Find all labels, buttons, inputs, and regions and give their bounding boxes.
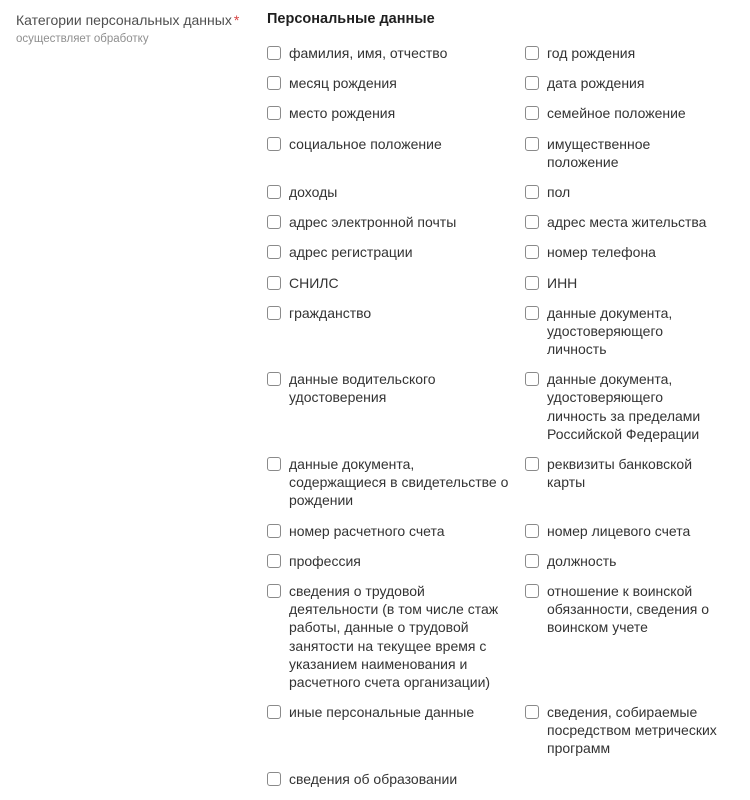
- checkbox-label: социальное положение: [289, 135, 442, 152]
- checkbox-cell-left: [267, 455, 525, 510]
- checkbox[interactable]: [267, 185, 281, 199]
- checkbox-item[interactable]: [267, 213, 511, 231]
- checkbox[interactable]: [525, 457, 539, 471]
- checkbox-cell-left: [267, 243, 525, 261]
- checkbox-label: номер расчетного счета: [289, 522, 445, 539]
- checkbox-cell-left: [267, 274, 525, 292]
- checkbox-item[interactable]: [525, 304, 719, 359]
- checkbox-cell-right: [525, 74, 719, 92]
- checkbox-label: ИНН: [547, 274, 578, 291]
- checkbox-item[interactable]: [525, 582, 719, 637]
- checkbox[interactable]: [525, 705, 539, 719]
- field-label: [16, 11, 261, 29]
- checkbox-label: номер лицевого счета: [547, 522, 691, 539]
- checkbox-item[interactable]: [267, 370, 511, 406]
- checkbox[interactable]: [525, 524, 539, 538]
- checkbox-item[interactable]: [525, 370, 719, 443]
- checkbox-label: месяц рождения: [289, 75, 397, 92]
- checkbox-label: имущественное положение: [547, 135, 651, 170]
- checkbox[interactable]: [267, 584, 281, 598]
- checkbox-label: данные документа, удостоверяющего личность за пределами Российской Федерации: [547, 371, 701, 442]
- checkbox-cell-left: [267, 582, 525, 691]
- checkbox[interactable]: [525, 245, 539, 259]
- checkbox[interactable]: [267, 76, 281, 90]
- checkbox-row: [267, 44, 736, 62]
- checkbox[interactable]: [267, 306, 281, 320]
- checkbox-label: иные персональные данные: [289, 704, 475, 721]
- checkbox-item[interactable]: [267, 582, 511, 691]
- checkbox-rows: [267, 44, 736, 788]
- checkbox-label: отношение к воинской обязанности, сведения о воинском учете: [547, 582, 710, 636]
- checkbox[interactable]: [525, 137, 539, 151]
- checkbox-label: дата рождения: [547, 75, 645, 92]
- checkbox[interactable]: [267, 46, 281, 60]
- checkbox-row: [267, 304, 736, 359]
- checkbox[interactable]: [267, 524, 281, 538]
- checkbox-cell-right: [525, 455, 719, 491]
- checkbox-cell-right: [525, 135, 719, 171]
- checkbox-label: сведения, собираемые посредством метрических программ: [547, 704, 717, 757]
- checkbox-group: [267, 10, 736, 800]
- checkbox-cell-left: [267, 74, 525, 92]
- checkbox-label: доходы: [289, 183, 338, 200]
- checkbox-label: профессия: [289, 552, 361, 569]
- field-label-text: Категории персональных данных: [16, 12, 232, 28]
- checkbox-cell-right: [525, 243, 719, 261]
- checkbox-item[interactable]: [525, 703, 719, 758]
- checkbox-cell-left: [267, 770, 525, 788]
- checkbox-item[interactable]: [267, 455, 511, 510]
- checkbox-cell-left: [267, 370, 525, 406]
- checkbox-cell-left: [267, 44, 525, 62]
- checkbox-item[interactable]: [525, 183, 719, 201]
- checkbox[interactable]: [267, 106, 281, 120]
- checkbox-item[interactable]: [267, 104, 511, 122]
- checkbox-cell-left: [267, 552, 525, 570]
- checkbox-cell-right: [525, 183, 719, 201]
- checkbox-cell-left: [267, 135, 525, 153]
- checkbox-label: СНИЛС: [289, 274, 339, 291]
- checkbox-item[interactable]: [525, 74, 719, 92]
- checkbox-label: данные водительского удостоверения: [289, 371, 436, 406]
- checkbox[interactable]: [267, 137, 281, 151]
- checkbox-label: год рождения: [547, 45, 636, 61]
- checkbox-cell-right: [525, 582, 719, 637]
- checkbox-cell-right: [525, 552, 719, 570]
- checkbox-row: [267, 183, 736, 201]
- checkbox[interactable]: [267, 372, 281, 386]
- checkbox-row: [267, 274, 736, 292]
- checkbox-cell-left: [267, 183, 525, 201]
- checkbox-row: [267, 213, 736, 231]
- checkbox-cell-right: [525, 213, 719, 231]
- checkbox-label: гражданство: [289, 304, 372, 321]
- checkbox-label: сведения об образовании: [289, 770, 458, 787]
- checkbox-item[interactable]: [525, 552, 719, 570]
- checkbox[interactable]: [525, 554, 539, 568]
- field-label-block: [16, 10, 267, 800]
- checkbox-cell-right: [525, 44, 719, 62]
- checkbox[interactable]: [267, 554, 281, 568]
- checkbox-cell-left: [267, 213, 525, 231]
- checkbox-row: [267, 522, 736, 540]
- checkbox-item[interactable]: [267, 183, 511, 201]
- checkbox-row: [267, 582, 736, 691]
- checkbox-label: сведения о трудовой деятельности (в том числе стаж работы, данные о трудовой занятости на текущее время с указанием наименования и расчетного счета организации): [289, 582, 499, 690]
- checkbox-label: данные документа, удостоверяющего личность: [547, 304, 673, 358]
- checkbox-cell-right: [525, 703, 719, 758]
- checkbox-item[interactable]: [525, 274, 719, 292]
- checkbox-label: пол: [547, 183, 571, 200]
- checkbox[interactable]: [525, 46, 539, 60]
- checkbox-label: семейное положение: [547, 105, 686, 122]
- checkbox-item[interactable]: [267, 703, 511, 721]
- checkbox-item[interactable]: [525, 455, 719, 491]
- checkbox-label: должность: [547, 552, 617, 569]
- checkbox-item[interactable]: [267, 44, 511, 62]
- checkbox-label: место рождения: [289, 105, 396, 122]
- checkbox-row: [267, 455, 736, 510]
- checkbox-label: адрес регистрации: [289, 244, 413, 261]
- checkbox-cell-right: [525, 104, 719, 122]
- checkbox-item[interactable]: [525, 522, 719, 540]
- checkbox[interactable]: [267, 215, 281, 229]
- checkbox-item[interactable]: [267, 135, 511, 153]
- checkbox-row: [267, 703, 736, 758]
- checkbox-row: [267, 770, 736, 788]
- field-sublabel: осуществляет обработку: [16, 33, 149, 46]
- checkbox-cell-right: [525, 770, 719, 788]
- checkbox-item[interactable]: [267, 522, 511, 540]
- checkbox-item[interactable]: [267, 304, 511, 322]
- checkbox-row: [267, 243, 736, 261]
- checkbox-row: [267, 135, 736, 171]
- checkbox[interactable]: [525, 215, 539, 229]
- checkbox-label: данные документа, содержащиеся в свидетельстве о рождении: [289, 456, 509, 509]
- checkbox-cell-left: [267, 703, 525, 721]
- checkbox-item[interactable]: [267, 770, 511, 788]
- checkbox-item[interactable]: [267, 274, 511, 292]
- checkbox-row: [267, 370, 736, 443]
- checkbox-row: [267, 552, 736, 570]
- checkbox[interactable]: [267, 245, 281, 259]
- checkbox[interactable]: [267, 772, 281, 786]
- required-asterisk: *: [233, 12, 240, 28]
- checkbox-label: фамилия, имя, отчество: [289, 45, 448, 61]
- checkbox-item[interactable]: [525, 213, 719, 231]
- checkbox-cell-right: [525, 274, 719, 292]
- checkbox-cell-left: [267, 104, 525, 122]
- checkbox-label: реквизиты банковской карты: [547, 456, 693, 491]
- checkbox[interactable]: [267, 457, 281, 471]
- checkbox-item[interactable]: [525, 104, 719, 122]
- checkbox-cell-left: [267, 522, 525, 540]
- checkbox[interactable]: [525, 584, 539, 598]
- checkbox-label: адрес места жительства: [547, 214, 707, 231]
- checkbox[interactable]: [267, 705, 281, 719]
- checkbox-cell-right: [525, 370, 719, 443]
- checkbox-row: [267, 104, 736, 122]
- checkbox-item[interactable]: [267, 552, 511, 570]
- checkbox-cell-right: [525, 522, 719, 540]
- section-title: Персональные данные: [267, 11, 435, 27]
- checkbox[interactable]: [525, 306, 539, 320]
- checkbox[interactable]: [525, 276, 539, 290]
- checkbox[interactable]: [525, 106, 539, 120]
- checkbox-item[interactable]: [267, 74, 511, 92]
- checkbox-label: номер телефона: [547, 244, 656, 261]
- checkbox-cell-left: [267, 304, 525, 322]
- checkbox[interactable]: [525, 76, 539, 90]
- checkbox-item[interactable]: [525, 243, 719, 261]
- checkbox[interactable]: [267, 276, 281, 290]
- checkbox[interactable]: [525, 185, 539, 199]
- checkbox-label: адрес электронной почты: [289, 214, 457, 231]
- checkbox-row: [267, 74, 736, 92]
- checkbox[interactable]: [525, 372, 539, 386]
- checkbox-cell-right: [525, 304, 719, 359]
- checkbox-item[interactable]: [267, 243, 511, 261]
- checkbox-item[interactable]: [525, 44, 719, 62]
- checkbox-item[interactable]: [525, 135, 719, 171]
